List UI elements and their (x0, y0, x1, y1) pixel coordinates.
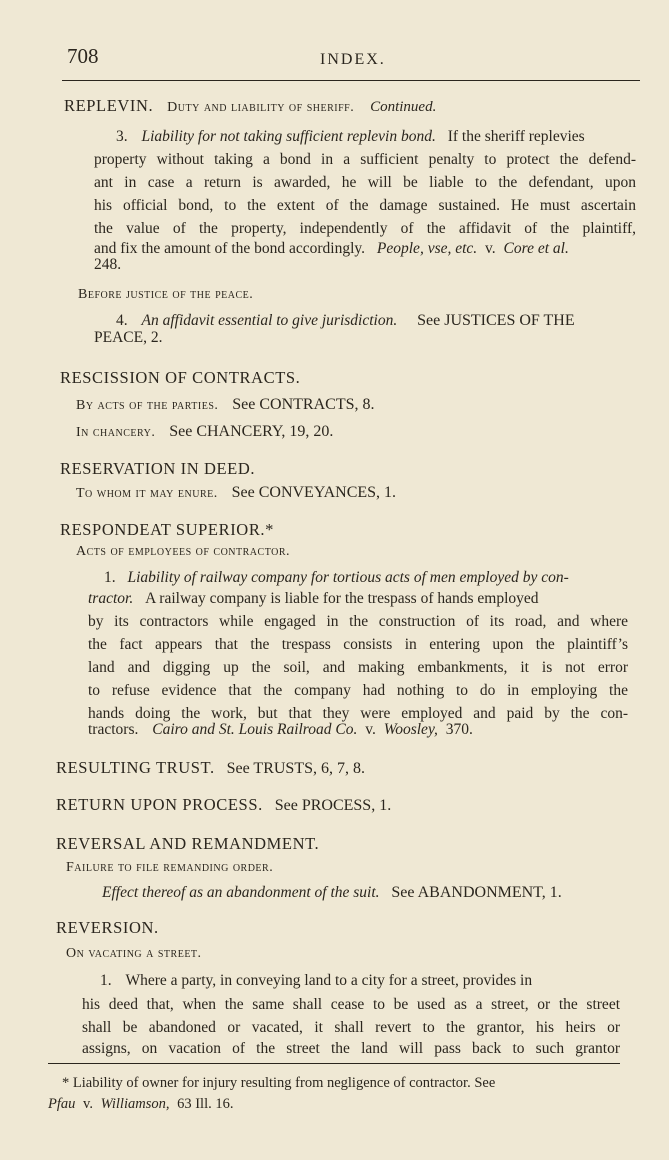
para-text: Where a party, in conveying land to a city for a street, provides in (125, 972, 533, 989)
replevin-p3-line4: his official bond, to the extent of the damage sustained. He must ascertain (94, 197, 636, 214)
para-text: If the sheriff replevies (447, 128, 585, 145)
page-reference: 63 Ill. 16. (177, 1096, 234, 1112)
para-number: 4. (116, 312, 128, 329)
heading-resulting-trust: RESULTING TRUST. (56, 758, 215, 777)
para-title: An affidavit essential to give jurisdiction. (141, 312, 398, 329)
replevin-p4-line1 (116, 312, 575, 330)
heading-reservation: RESERVATION IN DEED. (60, 459, 256, 478)
para-title: Liability for not taking sufficient replevin bond. (141, 128, 436, 145)
respondeat-p1-line5: land and digging up the soil, and making embankments, it is not error (88, 659, 628, 676)
footnote-line2 (48, 1096, 233, 1113)
cross-reference: See PROCESS, 1. (274, 797, 392, 814)
case-citation: Woosley, (383, 721, 438, 738)
reversion-p1-line2: his deed that, when the same shall cease to be used as a street, or the street (82, 996, 620, 1013)
header-rule (62, 80, 640, 81)
para-text: and fix the amount of the bond accordingly. (94, 240, 366, 257)
page-number: 708 (67, 44, 99, 68)
respondeat-p1-line4: the fact appears that the trespass consists in entering upon the plaintiff’s (88, 636, 628, 653)
case-citation: Pfau (48, 1096, 76, 1112)
case-citation: Williamson, (100, 1096, 170, 1112)
continued-label: Continued. (370, 99, 437, 115)
heading-replevin: REPLEVIN. (64, 96, 154, 115)
para-number: 1. (100, 972, 112, 989)
reservation-sub (76, 484, 396, 502)
reversion-p1-line1 (100, 972, 620, 990)
para-text: tractors. (88, 721, 139, 738)
heading-respondeat: RESPONDEAT SUPERIOR.* (60, 520, 274, 539)
respondeat-p1-line7: hands doing the work, but that they were employed and paid by the con- (88, 705, 628, 722)
case-citation: People, vse, etc. (376, 240, 478, 257)
reversion-p1-line4: assigns, on vacation of the street the land will pass back to such grantor (82, 1040, 620, 1057)
para-title: Effect thereof as an abandonment of the suit. (102, 884, 380, 901)
respondeat-p1-line3: by its contractors while engaged in the construction of its road, and where (88, 613, 628, 630)
reversal-line (102, 884, 562, 902)
para-number: 1. (104, 569, 116, 586)
case-citation: Cairo and St. Louis Railroad Co. (152, 721, 358, 738)
replevin-p3-line7: 248. (94, 256, 122, 273)
replevin-p3-line2: property without taking a bond in a sufficient penalty to protect the defend- (94, 151, 636, 168)
replevin-p3-line6 (94, 240, 569, 258)
replevin-p3-line1 (116, 128, 585, 146)
case-versus: v. (365, 721, 376, 738)
return-entry (56, 795, 391, 815)
cross-reference: See TRUSTS, 6, 7, 8. (226, 760, 365, 777)
respondeat-p1-line1 (104, 569, 569, 587)
cross-reference: See CHANCERY, 19, 20. (169, 423, 334, 440)
subheading: By acts of the parties. (76, 398, 219, 413)
respondeat-p1-line6: to refuse evidence that the company had nothing to do in employing the (88, 682, 628, 699)
para-text: A railway company is liable for the trespass of hands employed (145, 590, 539, 607)
footnote-line1: * Liability of owner for injury resulting from negligence of contractor. See (62, 1075, 496, 1091)
heading-reversion: REVERSION. (56, 918, 159, 937)
subheading: In chancery. (76, 425, 156, 440)
replevin-p3-line5: the value of the property, independently of the affidavit of the plaintiff, (94, 220, 636, 237)
subheading-on-vacating-street: On vacating a street. (66, 946, 202, 961)
cross-reference: See JUSTICES OF THE (417, 312, 575, 329)
rescission-sub2 (76, 423, 333, 441)
subheading-before-justice: Before justice of the peace. (78, 287, 254, 302)
case-citation: Core et al. (503, 240, 569, 257)
resulting-trust-entry (56, 758, 365, 778)
page-reference: 370. (445, 721, 473, 738)
heading-reversal: REVERSAL AND REMANDMENT. (56, 834, 320, 853)
para-number: 3. (116, 128, 128, 145)
subheading: To whom it may enure. (76, 486, 218, 501)
case-versus: v. (83, 1096, 93, 1112)
reversion-p1-line3: shall be abandoned or vacated, it shall revert to the grantor, his heirs or (82, 1019, 620, 1036)
case-versus: v. (485, 240, 496, 257)
page-title: INDEX. (320, 51, 386, 68)
subheading-failure-to-file: Failure to file remanding order. (66, 860, 274, 875)
footnote-rule (48, 1063, 620, 1064)
replevin-p4-line2: PEACE, 2. (94, 329, 163, 346)
cross-reference: See CONTRACTS, 8. (232, 396, 375, 413)
respondeat-p1-line8 (88, 721, 473, 739)
respondeat-p1-line2 (88, 590, 539, 608)
heading-return-upon-process: RETURN UPON PROCESS. (56, 795, 263, 814)
replevin-p3-line3: ant in case a return is awarded, he will be liable to the defendant, upon (94, 174, 636, 191)
subheading-duty-liability-sheriff: Duty and liability of sheriff. (167, 100, 355, 115)
entry-replevin-heading (64, 96, 436, 116)
rescission-sub1 (76, 396, 375, 414)
cross-reference: See CONVEYANCES, 1. (231, 484, 397, 501)
para-title: tractor. (88, 590, 134, 607)
cross-reference: See ABANDONMENT, 1. (391, 884, 562, 901)
para-title: Liability of railway company for tortious acts of men employed by con- (127, 569, 569, 586)
heading-rescission: RESCISSION OF CONTRACTS. (60, 368, 301, 387)
subheading-acts-of-employees: Acts of employees of contractor. (76, 544, 291, 559)
